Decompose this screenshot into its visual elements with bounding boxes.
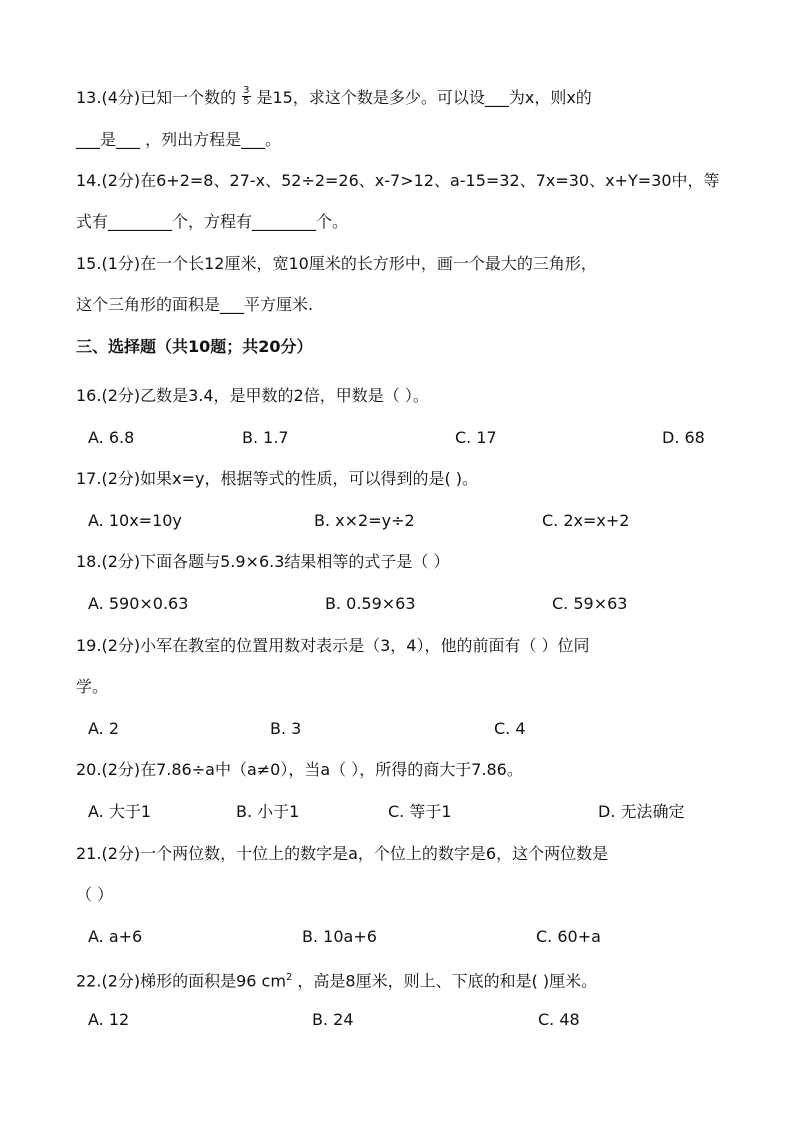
question-13-line-2: ___是___ ，列出方程是___。	[76, 130, 282, 149]
q22-option-b[interactable]: B. 24	[312, 1010, 354, 1029]
question-14-line-1: 14.(2分)在6+2=8、27-x、52÷2=26、x-7>12、a-15=32、7x=30、x+Y=30中，等	[76, 171, 720, 190]
question-15-line-1: 15.(1分)在一个长12厘米，宽10厘米的长方形中，画一个最大的三角形，	[76, 254, 597, 273]
q13-tail: 是15，求这个数是多少。可以设___为x，则x的	[256, 88, 592, 107]
question-17-stem: 17.(2分)如果x=y，根据等式的性质，可以得到的是( )。	[76, 469, 479, 488]
q22-option-c[interactable]: C. 48	[538, 1010, 580, 1029]
fraction-numerator: 3	[243, 85, 250, 96]
q22-stem-b: ，高是8厘米，则上、下底的和是( )厘米。	[292, 971, 598, 991]
q21-option-a[interactable]: A. a+6	[88, 927, 143, 946]
q16-option-b[interactable]: B. 1.7	[242, 428, 289, 447]
q18-option-a[interactable]: A. 590×0.63	[88, 594, 189, 613]
q19-option-c[interactable]: C. 4	[494, 719, 526, 738]
q18-option-c[interactable]: C. 59×63	[552, 594, 628, 613]
q21-option-b[interactable]: B. 10a+6	[302, 927, 377, 946]
q19-option-a[interactable]: A. 2	[88, 719, 120, 738]
question-20-stem: 20.(2分)在7.86÷a中（a≠0），当a（ ），所得的商大于7.86。	[76, 760, 523, 779]
question-18-stem: 18.(2分)下面各题与5.9×6.3结果相等的式子是（ ）	[76, 552, 450, 571]
q20-option-a[interactable]: A. 大于1	[88, 802, 152, 821]
question-19-line-1: 19.(2分)小军在教室的位置用数对表示是（3，4），他的前面有（ ）位同	[76, 636, 590, 655]
fraction-denominator: 5	[243, 96, 250, 107]
q16-option-c[interactable]: C. 17	[455, 428, 497, 447]
q19-option-b[interactable]: B. 3	[270, 719, 302, 738]
q20-option-d[interactable]: D. 无法确定	[598, 802, 685, 821]
q13-head: 13.(4分)已知一个数的	[76, 88, 237, 107]
q17-option-a[interactable]: A. 10x=10y	[88, 511, 182, 530]
q20-option-b[interactable]: B. 小于1	[236, 802, 300, 821]
q16-option-d[interactable]: D. 68	[662, 428, 705, 447]
q22-stem-a: 22.(2分)梯形的面积是96 cm	[76, 971, 286, 991]
q17-option-b[interactable]: B. x×2=y÷2	[314, 511, 415, 530]
q21-option-c[interactable]: C. 60+a	[536, 927, 601, 946]
q18-option-b[interactable]: B. 0.59×63	[325, 594, 416, 613]
question-14-line-2: 式有________个，方程有________个。	[76, 212, 349, 231]
q20-option-c[interactable]: C. 等于1	[388, 802, 452, 821]
question-21-line-1: 21.(2分)一个两位数，十位上的数字是a，个位上的数字是6，这个两位数是	[76, 844, 609, 863]
q17-option-c[interactable]: C. 2x=x+2	[542, 511, 630, 530]
question-15-line-2: 这个三角形的面积是___平方厘米.	[76, 295, 314, 314]
question-22-stem	[76, 968, 597, 991]
question-13-line-1	[76, 85, 592, 109]
square-superscript: 2	[285, 972, 293, 983]
q16-option-a[interactable]: A. 6.8	[88, 428, 135, 447]
section-3-heading: 三、选择题（共10题；共20分）	[76, 337, 313, 356]
question-21-line-2: （ ）	[76, 885, 114, 904]
q22-option-a[interactable]: A. 12	[88, 1010, 130, 1029]
question-19-line-2: 学。	[76, 677, 109, 696]
fraction-three-fifths	[242, 86, 250, 107]
question-16-stem: 16.(2分)乙数是3.4，是甲数的2倍，甲数是（ ）。	[76, 386, 429, 405]
